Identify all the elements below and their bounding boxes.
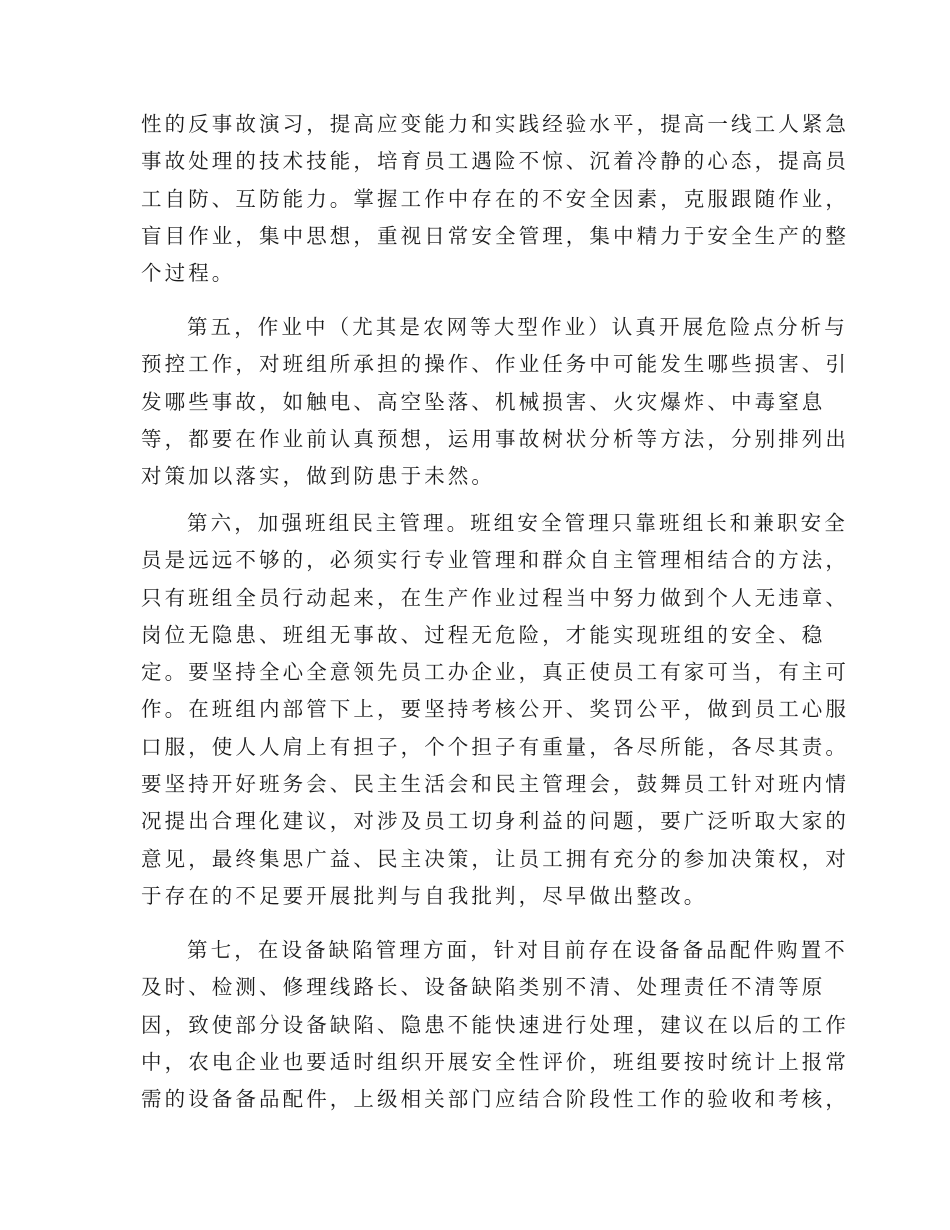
text-line: 只有班组全员行动起来，在生产作业过程当中努力做到个人无违章、 <box>141 585 849 610</box>
text-line: 预控工作，对班组所承担的操作、作业任务中可能发生哪些损害、引 <box>141 352 849 377</box>
text-line: 个过程。 <box>141 261 236 286</box>
text-line: 因，致使部分设备缺陷、隐患不能快速进行处理，建议在以后的工作 <box>141 1012 849 1037</box>
paragraph-accident-drill <box>141 106 849 292</box>
text-line: 意见，最终集思广益、民主决策，让员工拥有充分的参加决策权，对 <box>141 846 849 871</box>
text-line: 第五，作业中（尤其是农网等大型作业）认真开展危险点分析与 <box>187 315 848 339</box>
text-line: 工自防、互防能力。掌握工作中存在的不安全因素，克服跟随作业， <box>141 186 849 211</box>
text-line: 定。要坚持全心全意领先员工办企业，真正使员工有家可当，有主可 <box>141 660 849 685</box>
text-line: 第六，加强班组民主管理。班组安全管理只靠班组长和兼职安全 <box>187 511 848 535</box>
text-line: 盲目作业，集中思想，重视日常安全管理，集中精力于安全生产的整 <box>141 223 849 248</box>
paragraph-sixth-point <box>141 505 849 915</box>
text-line: 中，农电企业也要适时组织开展安全性评价，班组要按时统计上报常 <box>141 1049 849 1074</box>
text-line: 作。在班组内部管下上，要坚持考核公开、奖罚公平，做到员工心服 <box>141 697 849 722</box>
text-line: 性的反事故演习，提高应变能力和实践经验水平，提高一线工人紧急 <box>141 112 849 136</box>
text-line: 事故处理的技术技能，培育员工遇险不惊、沉着冷静的心态，提高员 <box>141 149 849 174</box>
text-line: 口服，使人人肩上有担子，个个担子有重量，各尽所能，各尽其责。 <box>141 734 849 759</box>
text-line: 况提出合理化建议，对涉及员工切身利益的问题，要广泛听取大家的 <box>141 809 849 834</box>
text-line: 岗位无隐患、班组无事故、过程无危险，才能实现班组的安全、稳 <box>141 622 826 647</box>
paragraph-fifth-point <box>141 309 849 495</box>
text-line: 及时、检测、修理线路长、设备缺陷类别不清、处理责任不清等原 <box>141 975 826 1000</box>
text-line: 要坚持开好班务会、民主生活会和民主管理会，鼓舞员工针对班内情 <box>141 772 849 797</box>
text-line: 第七，在设备缺陷管理方面，针对目前存在设备备品配件购置不 <box>187 938 848 962</box>
text-line: 于存在的不足要开展批判与自我批判，尽早做出整改。 <box>141 883 708 908</box>
text-line: 等，都要在作业前认真预想，运用事故树状分析等方法，分别排列出 <box>141 426 849 451</box>
paragraph-seventh-point <box>141 932 849 1118</box>
text-line: 发哪些事故，如触电、高空坠落、机械损害、火灾爆炸、中毒窒息 <box>141 389 826 414</box>
text-line: 需的设备备品配件，上级相关部门应结合阶段性工作的验收和考核， <box>141 1087 849 1112</box>
text-line: 员是远远不够的，必须实行专业管理和群众自主管理相结合的方法， <box>141 548 849 573</box>
text-line: 对策加以落实，做到防患于未然。 <box>141 464 495 489</box>
